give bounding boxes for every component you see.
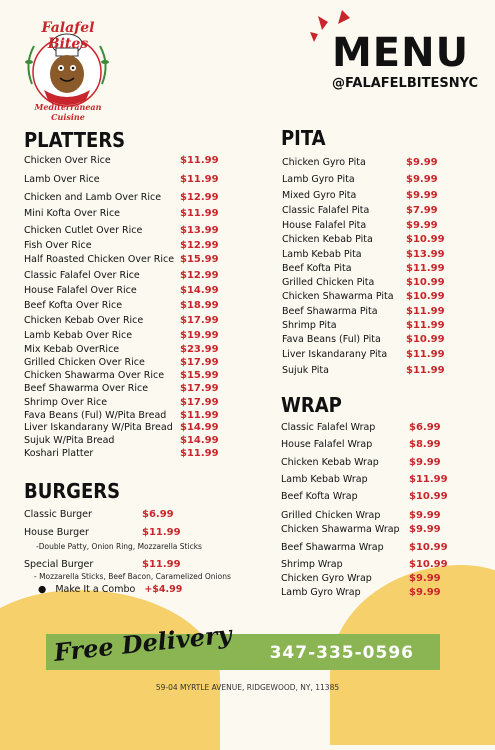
item-price: $11.99 <box>406 263 445 274</box>
list-item <box>282 248 492 261</box>
item-price: $17.99 <box>180 315 219 326</box>
item-price: $17.99 <box>180 383 219 394</box>
item-price: $14.99 <box>180 285 219 296</box>
list-item <box>281 473 491 486</box>
item-price: $10.99 <box>406 291 445 302</box>
list-item <box>282 204 492 217</box>
list-item <box>281 523 491 536</box>
item-name: Lamb Kebab Over Rice <box>24 330 133 341</box>
list-item <box>24 207 234 220</box>
item-name: Chicken Shawarma Pita <box>282 291 394 302</box>
item-name: Chicken Cutlet Over Rice <box>24 225 143 236</box>
list-item <box>282 156 492 169</box>
item-name: Lamb Kebab Pita <box>282 249 362 260</box>
item-name: Classic Burger <box>24 509 92 520</box>
item-price: $15.99 <box>180 370 219 381</box>
list-item <box>24 299 234 312</box>
item-price: $23.99 <box>180 344 219 355</box>
list-item <box>281 541 491 554</box>
item-price: $9.99 <box>406 157 438 168</box>
item-name: House Falafel Pita <box>282 220 367 231</box>
pita-title: PITA <box>281 126 326 150</box>
item-name: Chicken Gyro Wrap <box>281 573 372 584</box>
item-name: Lamb Gyro Wrap <box>281 587 361 598</box>
list-item <box>24 343 234 356</box>
brand-name: Falafel Bites <box>41 20 95 52</box>
combo-label: Make It a Combo <box>55 584 136 595</box>
list-item <box>281 586 491 599</box>
item-name: Shrimp Over Rice <box>24 397 108 408</box>
platters-title: PLATTERS <box>24 128 126 152</box>
burgers-title: BURGERS <box>24 479 121 503</box>
list-item <box>24 239 234 252</box>
list-item <box>24 447 234 460</box>
item-name: Koshari Platter <box>24 448 94 459</box>
item-price: $8.99 <box>409 439 441 450</box>
item-price: $9.99 <box>409 587 441 598</box>
list-item <box>24 284 234 297</box>
list-item <box>282 173 492 186</box>
item-name: Lamb Gyro Pita <box>282 174 355 185</box>
item-price: $9.99 <box>406 220 438 231</box>
list-item <box>281 509 491 522</box>
item-price: $6.99 <box>409 422 441 433</box>
item-price: $10.99 <box>406 277 445 288</box>
decor-blob-left <box>0 590 220 750</box>
menu-title: MENU <box>332 30 470 76</box>
list-item <box>281 490 491 503</box>
item-name: Chicken Kebab Wrap <box>281 457 379 468</box>
brand-tagline: Mediterranean Cuisine <box>34 102 102 122</box>
item-name: Liver Iskandarany Pita <box>282 349 388 360</box>
item-price: $11.99 <box>409 474 448 485</box>
item-price: $11.99 <box>180 174 219 185</box>
item-price: $9.99 <box>409 573 441 584</box>
item-name: Chicken and Lamb Over Rice <box>24 192 162 203</box>
item-price: $9.99 <box>409 524 441 535</box>
item-name: Fish Over Rice <box>24 240 92 251</box>
item-name: Beef Kofta Pita <box>282 263 352 274</box>
item-price: $13.99 <box>180 225 219 236</box>
list-item <box>24 356 234 369</box>
item-note: - Mozzarella Sticks, Beef Bacon, Caramelized Onions <box>34 572 231 581</box>
item-price: $11.99 <box>180 208 219 219</box>
item-name: Mixed Gyro Pita <box>282 190 357 201</box>
item-name: Liver Iskandarany W/Pita Bread <box>24 422 173 433</box>
list-item <box>24 329 234 342</box>
item-price: $10.99 <box>406 334 445 345</box>
list-item <box>24 369 234 382</box>
item-price: $10.99 <box>409 542 448 553</box>
list-item <box>282 233 492 246</box>
list-item <box>282 276 492 289</box>
list-item <box>24 314 234 327</box>
item-name: Chicken Shawarma Over Rice <box>24 370 165 381</box>
item-name: Beef Kofta Wrap <box>281 491 358 502</box>
item-price: $6.99 <box>142 509 174 520</box>
list-item <box>24 508 224 521</box>
list-item <box>24 558 224 571</box>
item-price: $11.99 <box>406 365 445 376</box>
item-name: Sujuk Pita <box>282 365 329 376</box>
list-item <box>281 558 491 571</box>
item-price: $19.99 <box>180 330 219 341</box>
list-item <box>282 219 492 232</box>
item-name: Sujuk W/Pita Bread <box>24 435 115 446</box>
item-name: Grilled Chicken Pita <box>282 277 375 288</box>
list-item <box>24 421 234 434</box>
item-name: Special Burger <box>24 559 94 570</box>
item-price: $11.99 <box>406 306 445 317</box>
item-price: $11.99 <box>406 320 445 331</box>
list-item <box>281 456 491 469</box>
item-name: Shrimp Pita <box>282 320 337 331</box>
item-name: Chicken Kebab Over Rice <box>24 315 144 326</box>
list-item <box>281 421 491 434</box>
item-name: Fava Beans (Ful) Pita <box>282 334 381 345</box>
item-price: $10.99 <box>409 491 448 502</box>
item-name: Chicken Gyro Pita <box>282 157 366 168</box>
free-delivery-label: Free Delivery <box>52 619 233 667</box>
item-price: $12.99 <box>180 240 219 251</box>
item-name: Shrimp Wrap <box>281 559 343 570</box>
item-name: Fava Beans (Ful) W/Pita Bread <box>24 410 167 421</box>
item-name: Half Roasted Chicken Over Rice <box>24 254 175 265</box>
item-price: $17.99 <box>180 357 219 368</box>
item-price: $9.99 <box>409 510 441 521</box>
item-name: Classic Falafel Over Rice <box>24 270 140 281</box>
list-item <box>24 253 234 266</box>
item-price: $11.99 <box>180 448 219 459</box>
item-price: $15.99 <box>180 254 219 265</box>
list-item <box>24 382 234 395</box>
item-price: $9.99 <box>409 457 441 468</box>
item-price: $14.99 <box>180 422 219 433</box>
brand-logo <box>14 14 120 120</box>
combo-price: +$4.99 <box>144 584 183 595</box>
phone-number[interactable]: 347-335-0596 <box>269 643 414 663</box>
delivery-banner <box>46 619 440 670</box>
item-name: Grilled Chicken Over Rice <box>24 357 145 368</box>
item-price: $11.99 <box>142 527 181 538</box>
list-item <box>282 319 492 332</box>
list-item <box>24 434 234 447</box>
item-name: House Falafel Wrap <box>281 439 373 450</box>
list-item <box>282 348 492 361</box>
item-price: $11.99 <box>406 349 445 360</box>
item-price: $9.99 <box>406 174 438 185</box>
item-price: $9.99 <box>406 190 438 201</box>
address: 59-04 MYRTLE AVENUE, RIDGEWOOD, NY, 11385 <box>155 683 340 692</box>
item-price: $12.99 <box>180 270 219 281</box>
list-item <box>24 191 234 204</box>
item-name: Lamb Kebab Wrap <box>281 474 368 485</box>
list-item <box>24 396 234 409</box>
item-name: Beef Shawarma Over Rice <box>24 383 149 394</box>
item-price: $11.99 <box>180 410 219 421</box>
bullet-icon: ● <box>38 584 47 595</box>
combo-line <box>38 584 182 595</box>
list-item <box>24 269 234 282</box>
list-item <box>24 173 234 186</box>
item-name: House Falafel Over Rice <box>24 285 137 296</box>
list-item <box>281 438 491 451</box>
item-note: -Double Patty, Onion Ring, Mozzarella Sticks <box>36 542 202 551</box>
item-name: Mix Kebab OverRice <box>24 344 120 355</box>
item-name: House Burger <box>24 527 89 538</box>
item-price: $7.99 <box>406 205 438 216</box>
list-item <box>282 333 492 346</box>
list-item <box>24 154 234 167</box>
list-item <box>282 189 492 202</box>
list-item <box>282 262 492 275</box>
item-name: Lamb Over Rice <box>24 174 100 185</box>
list-item <box>24 224 234 237</box>
item-price: $11.99 <box>180 155 219 166</box>
list-item <box>24 526 224 539</box>
item-name: Chicken Over Rice <box>24 155 111 166</box>
item-name: Chicken Shawarma Wrap <box>281 524 400 535</box>
item-name: Beef Shawarma Wrap <box>281 542 384 553</box>
item-name: Beef Kofta Over Rice <box>24 300 123 311</box>
list-item <box>282 364 492 377</box>
item-name: Chicken Kebab Pita <box>282 234 373 245</box>
item-price: $10.99 <box>406 234 445 245</box>
item-price: $17.99 <box>180 397 219 408</box>
item-price: $11.99 <box>142 559 181 570</box>
item-price: $14.99 <box>180 435 219 446</box>
list-item <box>281 572 491 585</box>
item-price: $13.99 <box>406 249 445 260</box>
list-item <box>282 305 492 318</box>
social-handle: @FALAFELBITESNYC <box>332 76 479 91</box>
list-item <box>282 290 492 303</box>
item-name: Classic Falafel Wrap <box>281 422 376 433</box>
item-price: $10.99 <box>409 559 448 570</box>
wrap-title: WRAP <box>281 393 342 417</box>
item-price: $12.99 <box>180 192 219 203</box>
item-price: $18.99 <box>180 300 219 311</box>
item-name: Beef Shawarma Pita <box>282 306 378 317</box>
item-name: Mini Kofta Over Rice <box>24 208 121 219</box>
item-name: Classic Falafel Pita <box>282 205 370 216</box>
item-name: Grilled Chicken Wrap <box>281 510 381 521</box>
